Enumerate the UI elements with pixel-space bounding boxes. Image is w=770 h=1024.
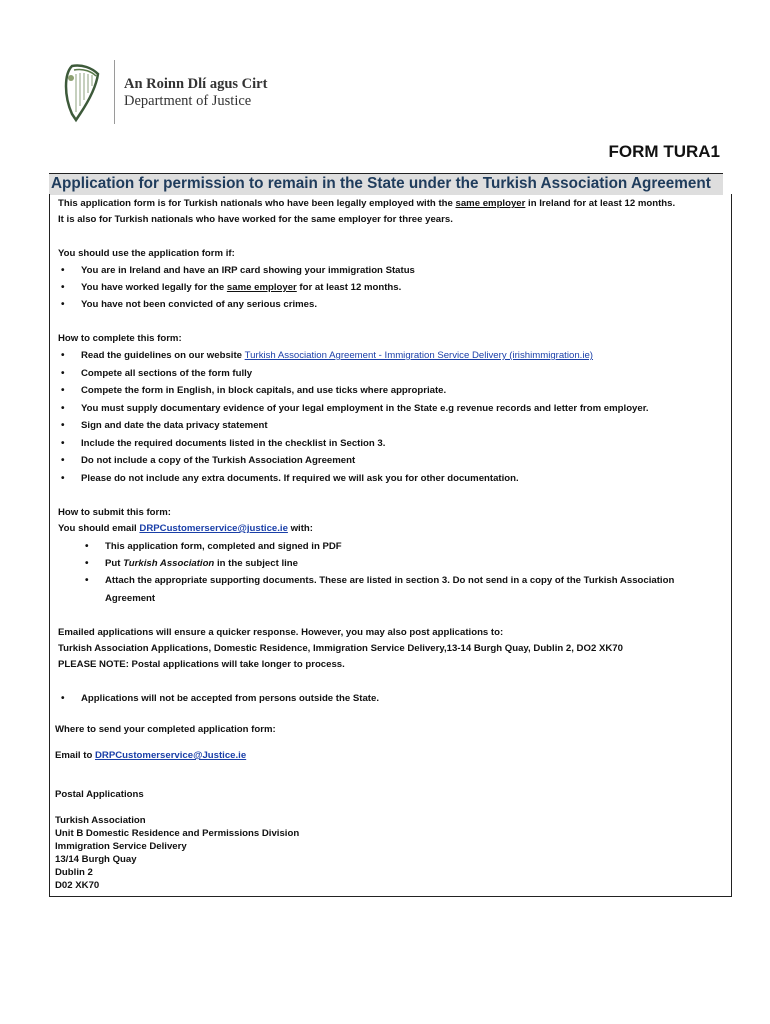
use-heading: You should use the application form if:	[58, 248, 235, 259]
where-heading: Where to send your completed application form:	[55, 724, 276, 735]
postal-heading: Postal Applications	[55, 789, 144, 800]
complete-item-7: Do not include a copy of the Turkish Association Agreement	[81, 455, 356, 466]
guidelines-link[interactable]: Turkish Association Agreement - Immigration Service Delivery (irishimmigration.ie)	[244, 350, 593, 361]
complete-item-6: Include the required documents listed in the checklist in Section 3.	[81, 438, 386, 449]
title-bar	[49, 173, 723, 195]
submit-item-3-line-1: Attach the appropriate supporting documents. These are listed in section 3. Do not send in a copy of the Turkish Association	[105, 575, 675, 586]
complete-item-8: Please do not include any extra documents. If required we will ask you for other documentation.	[81, 473, 519, 484]
intro-line-1: This application form is for Turkish nationals who have been legally employed with the same employer in Ireland for at least 12 months.	[58, 198, 676, 209]
logo-divider	[114, 60, 115, 124]
bullet: •	[61, 473, 65, 484]
bullet: •	[85, 541, 89, 552]
form-code: FORM TURA1	[608, 142, 720, 161]
postal-address-line: 13/14 Burgh Quay	[55, 854, 137, 865]
postal-address-line: Turkish Association	[55, 815, 146, 826]
postal-address-line: Unit B Domestic Residence and Permissions Division	[55, 828, 300, 839]
form-title: Application for permission to remain in the State under the Turkish Association Agreement	[51, 175, 711, 192]
emailed-line-3: PLEASE NOTE: Postal applications will take longer to process.	[58, 659, 345, 670]
emailed-line-2: Turkish Association Applications, Domestic Residence, Immigration Service Delivery,13-14 Burgh Quay, Dublin 2, DO2 XK70	[58, 643, 623, 654]
emailed-line-1: Emailed applications will ensure a quicker response. However, you may also post applications to:	[58, 627, 504, 638]
bullet: •	[61, 385, 65, 396]
bullet: •	[61, 403, 65, 414]
bullet: •	[61, 455, 65, 466]
logo-irish-name: An Roinn Dlí agus Cirt	[124, 76, 268, 92]
bullet: •	[61, 438, 65, 449]
complete-item-5: Sign and date the data privacy statement	[81, 420, 268, 431]
use-item-3: You have not been convicted of any serious crimes.	[81, 299, 318, 310]
submit-item-1: This application form, completed and signed in PDF	[105, 541, 342, 552]
email-to-line: Email to DRPCustomerservice@Justice.ie	[55, 750, 247, 761]
bullet: •	[61, 282, 65, 293]
submit-item-2: Put Turkish Association in the subject line	[105, 558, 298, 569]
submit-email-link[interactable]: DRPCustomerservice@justice.ie	[139, 523, 288, 534]
complete-item-1: Read the guidelines on our website Turkish Association Agreement - Immigration Service Delivery (irishimmigration.ie)	[81, 350, 593, 361]
bullet: •	[61, 350, 65, 361]
complete-item-3: Compete the form in English, in block capitals, and use ticks where appropriate.	[81, 385, 447, 396]
department-logo	[58, 58, 288, 128]
intro-line-2: It is also for Turkish nationals who have worked for the same employer for three years.	[58, 214, 453, 225]
bullet: •	[61, 368, 65, 379]
bullet: •	[85, 575, 89, 586]
postal-address-line: Dublin 2	[55, 867, 93, 878]
harp-icon	[58, 58, 108, 124]
bullet: •	[85, 558, 89, 569]
submit-email-line: You should email DRPCustomerservice@justice.ie with:	[58, 523, 313, 534]
complete-item-4: You must supply documentary evidence of your legal employment in the State e.g revenue records and letter from employer.	[81, 403, 649, 414]
use-item-2: You have worked legally for the same employer for at least 12 months.	[81, 282, 402, 293]
bullet: •	[61, 265, 65, 276]
bullet: •	[61, 299, 65, 310]
bullet: •	[61, 693, 65, 704]
logo-english-name: Department of Justice	[124, 93, 252, 109]
complete-item-2: Compete all sections of the form fully	[81, 368, 253, 379]
use-item-1: You are in Ireland and have an IRP card showing your immigration Status	[81, 265, 415, 276]
complete-heading: How to complete this form:	[58, 333, 182, 344]
email-to-link[interactable]: DRPCustomerservice@Justice.ie	[94, 750, 247, 761]
postal-address-line: D02 XK70	[55, 880, 100, 891]
postal-address-line: Immigration Service Delivery	[55, 841, 187, 852]
bullet: •	[61, 420, 65, 431]
not-accepted-note: Applications will not be accepted from persons outside the State.	[81, 693, 379, 704]
submit-heading: How to submit this form:	[58, 507, 171, 518]
submit-item-3-line-2: Agreement	[105, 593, 156, 604]
